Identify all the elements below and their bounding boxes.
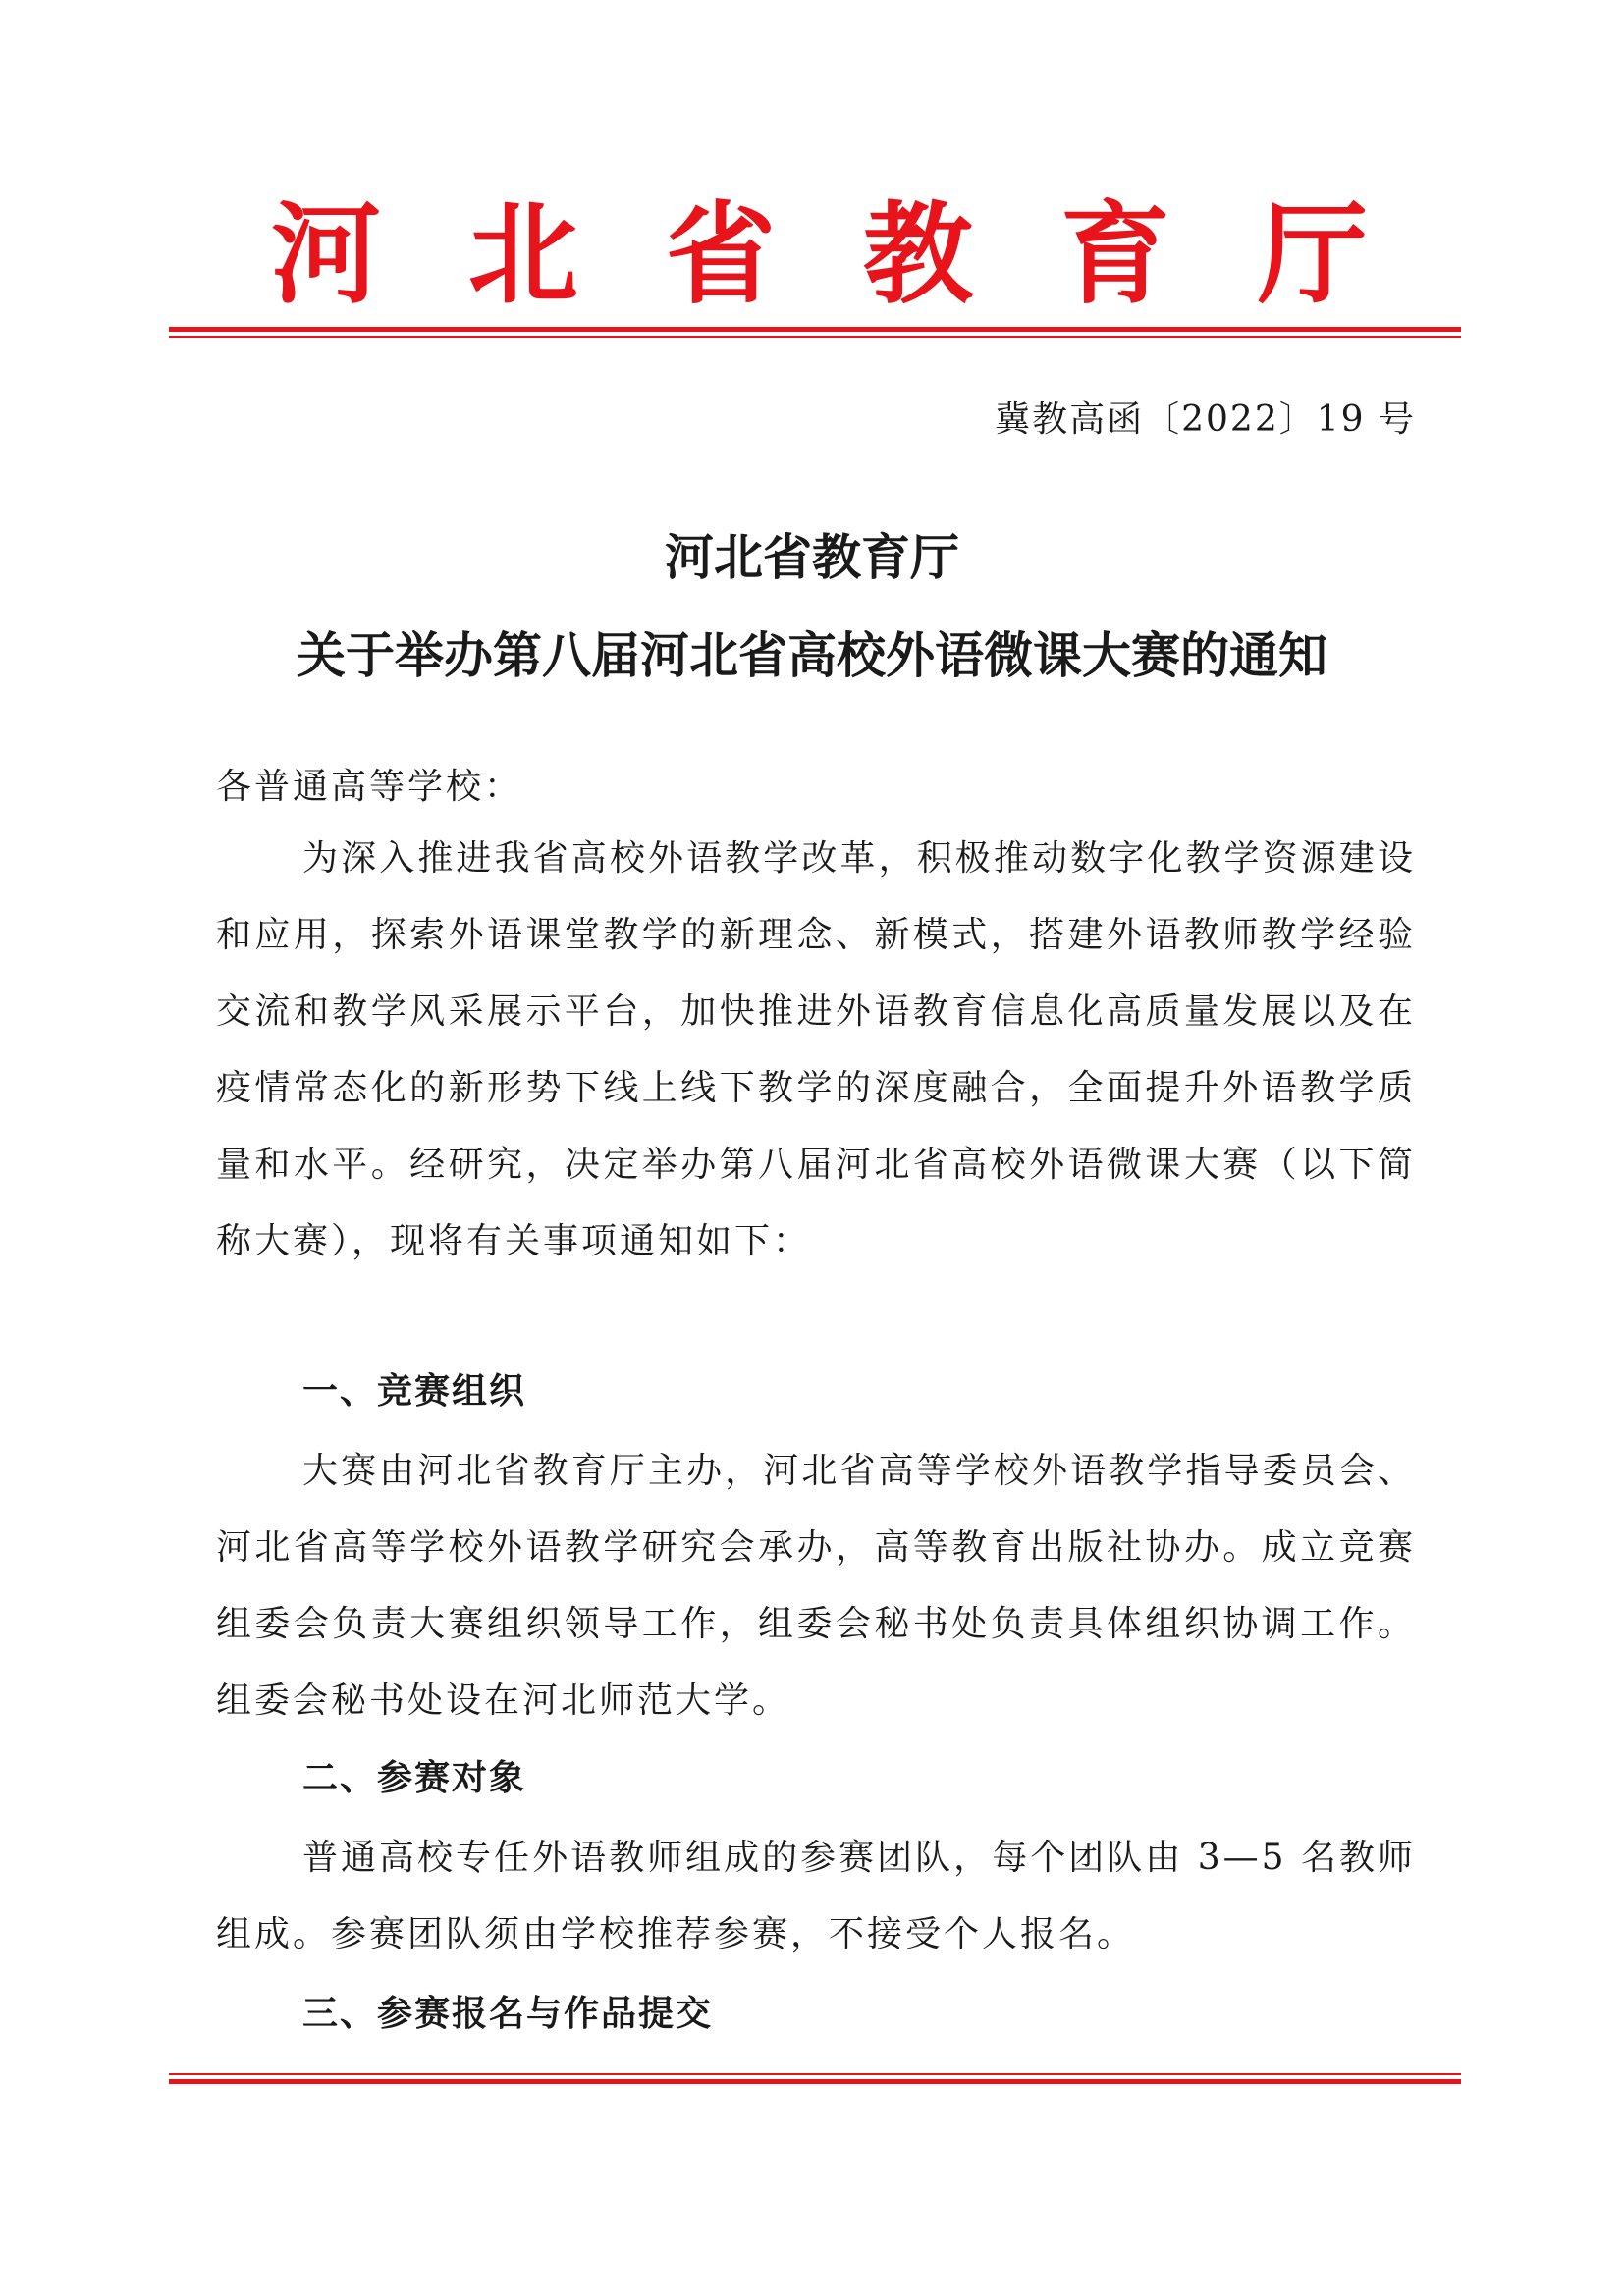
section-heading-participants: 二、参赛对象 — [302, 1758, 527, 1798]
section-body-organization: 大赛由河北省教育厅主办，河北省高等学校外语教学指导委员会、河北省高等学校外语教学研究会承办，高等教育出版社协办。成立竞赛组委会负责大赛组织领导工作，组委会秘书处负责具体组织协调工作。组委会秘书处设在河北师范大学。 — [216, 1451, 1416, 1721]
masthead-char: 省 — [666, 190, 776, 319]
masthead-char: 北 — [468, 190, 578, 319]
masthead-char: 育 — [1060, 190, 1170, 319]
masthead-title — [0, 187, 1624, 324]
masthead-char: 河 — [271, 190, 381, 319]
document-number: 冀教高函〔2022〕19 号 — [995, 400, 1416, 440]
document-title-line-2: 关于举办第八届河北省高校外语微课大赛的通知 — [297, 626, 1327, 684]
section-body-participants: 普通高校专任外语教师组成的参赛团队，每个团队由 3—5 名教师组成。参赛团队须由学校推荐参赛，不接受个人报名。 — [216, 1838, 1416, 1954]
document-title-line-1: 河北省教育厅 — [665, 528, 959, 586]
masthead-char: 厅 — [1258, 190, 1368, 319]
header-divider-thin — [169, 336, 1461, 338]
masthead-char: 教 — [863, 190, 973, 319]
footer-divider-thick — [169, 2079, 1461, 2084]
footer-divider-thin — [169, 2073, 1461, 2075]
header-divider-thick — [169, 327, 1461, 332]
intro-paragraph: 为深入推进我省高校外语教学改革，积极推动数字化教学资源建设和应用，探索外语课堂教学的新理念、新模式，搭建外语教师教学经验交流和教学风采展示平台，加快推进外语教育信息化高质量发展以及在疫情常态化的新形势下线上线下教学的深度融合，全面提升外语教学质量和水平。经研究，决定举办第八届河北省高校外语微课大赛（以下简称大赛），现将有关事项通知如下： — [216, 838, 1416, 1261]
salutation: 各普通高等学校： — [216, 767, 523, 807]
section-heading-registration: 三、参赛报名与作品提交 — [302, 1994, 714, 2034]
section-heading-organization: 一、竞赛组织 — [302, 1371, 527, 1412]
